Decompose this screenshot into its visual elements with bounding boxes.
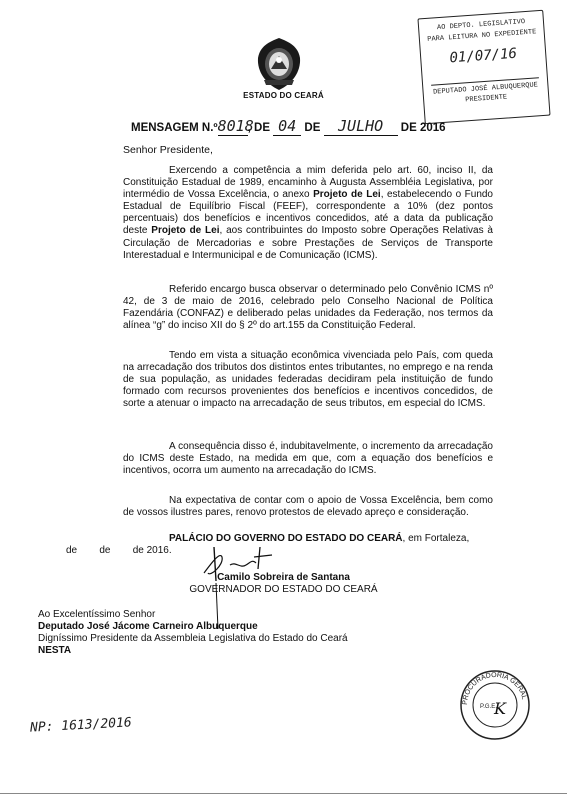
mensagem-de-1: , DE bbox=[247, 122, 270, 134]
paragraph-1-bold-projeto-1: Projeto de Lei bbox=[313, 189, 381, 201]
closing-city: , em Fortaleza, bbox=[402, 533, 470, 544]
stamp-line-3: DEPUTADO JOSÉ ALBUQUERQUE bbox=[432, 81, 539, 97]
signatory-title: GOVERNADOR DO ESTADO DO CEARÁ bbox=[189, 584, 378, 595]
mensagem-year: DE 2016 bbox=[400, 122, 446, 134]
paragraph-1-text-a: Exercendo a competência a mim deferida pelo art. 60, inciso II, da Constituição Estadual de 1989, encaminho à Augusta Assembléia Legislativa, por intermédio de Vossa Excelência, o anexo bbox=[123, 165, 493, 201]
paragraph-3: Tendo em vista a situação econômica vivenciada pelo País, com queda na arrecadação dos tributos dos distintos entes tributantes, no emprego e na renda de sua população, as unidades federadas decidiram pela instituição de fundo formado com recursos provenientes dos benefícios e incentivos concedidos, de sorte a atenuar o impacto na arrecadação de seus tributos, em especial do ICMS. bbox=[123, 350, 493, 410]
paragraph-4: A consequência disso é, indubitavelmente, o incremento da arrecadação do ICMS deste Estado, na medida em que, com a equação dos benefícios e incentivos, ocorra um aumento na arrecadação do ICMS. bbox=[123, 441, 493, 477]
circular-stamp-sub: P.G.E. bbox=[480, 704, 497, 710]
procuradoria-circular-stamp bbox=[458, 668, 532, 742]
closing-date-line: de de de 2016. bbox=[66, 545, 172, 556]
stamp-handwritten-date: 01/07/16 bbox=[449, 45, 518, 67]
circular-stamp-text: PROCURADORIA GERAL bbox=[461, 671, 528, 706]
state-coat-of-arms-seal bbox=[254, 36, 304, 92]
stamp-line-1: AO DEPTO. LEGISLATIVO bbox=[436, 18, 526, 33]
addressee-line-1: Ao Excelentíssimo Senhor bbox=[38, 609, 156, 620]
paragraph-1 bbox=[123, 165, 493, 262]
paragraph-5: Na expectativa de contar com o apoio de Vossa Excelência, bem como de vossos ilustres pares, renovo protestos de elevado apreço e consideração. bbox=[123, 495, 493, 519]
salutation: Senhor Presidente, bbox=[123, 144, 213, 156]
addressee-line-4: NESTA bbox=[38, 645, 72, 656]
paragraph-2: Referido encargo busca observar o determinado pelo Convênio ICMS nº 42, de 3 de maio de 2016, celebrado pelo Conselho Nacional de Política Fazendária (CONFAZ) e deliberado pelas unidades da Federação, nos termos da alínea “g” do inciso XII do § 2º do art.155 da Constituição Federal. bbox=[123, 284, 493, 332]
paragraph-1-bold-projeto-2: Projeto de Lei bbox=[151, 225, 220, 237]
addressee-line-2: Deputado José Jácome Carneiro Albuquerque bbox=[38, 621, 258, 632]
mensagem-de-2: DE bbox=[304, 122, 321, 134]
mensagem-day: 04 bbox=[278, 117, 297, 135]
addressee-line-3: Digníssimo Presidente da Assembleia Legislativa do Estado do Ceará bbox=[38, 633, 348, 644]
state-name-header: ESTADO DO CEARÁ bbox=[243, 91, 324, 100]
circular-stamp-initial: K bbox=[494, 699, 506, 718]
mensagem-heading bbox=[131, 117, 446, 136]
page-bottom-rule bbox=[0, 793, 567, 794]
mensagem-prefix: MENSAGEM N.º bbox=[131, 122, 218, 134]
mensagem-number: 8018 bbox=[217, 117, 254, 135]
closing-paragraph bbox=[123, 533, 493, 545]
stamp-line-4: PRESIDENTE bbox=[464, 93, 508, 105]
signatory-name: Camilo Sobreira de Santana bbox=[217, 572, 350, 583]
stamp-line-2: PARA LEITURA NO EXPEDIENTE bbox=[427, 28, 537, 44]
paragraph-1-text-e: , aos contribuintes do Imposto sobre Operações Relativas à Circulação de Mercadorias e sobre Prestações de Serviços de Transporte Interestadual e Intermunicipal e de Comunicação (ICMS). bbox=[123, 225, 493, 261]
legislative-reception-stamp bbox=[417, 10, 550, 125]
handwritten-protocol-number: NP: 1613/2016 bbox=[29, 715, 133, 736]
palace-name: PALÁCIO DO GOVERNO DO ESTADO DO CEARÁ bbox=[169, 533, 403, 544]
paragraph-1-text-c: , estabelecendo o Fundo Estadual de Equilíbrio Fiscal (FEEF), correspondente a 10% (dez pontos percentuais) dos benefícios e incentivos concedidos, até a data da publicação deste bbox=[123, 189, 493, 237]
mensagem-month: JULHO bbox=[338, 117, 384, 135]
